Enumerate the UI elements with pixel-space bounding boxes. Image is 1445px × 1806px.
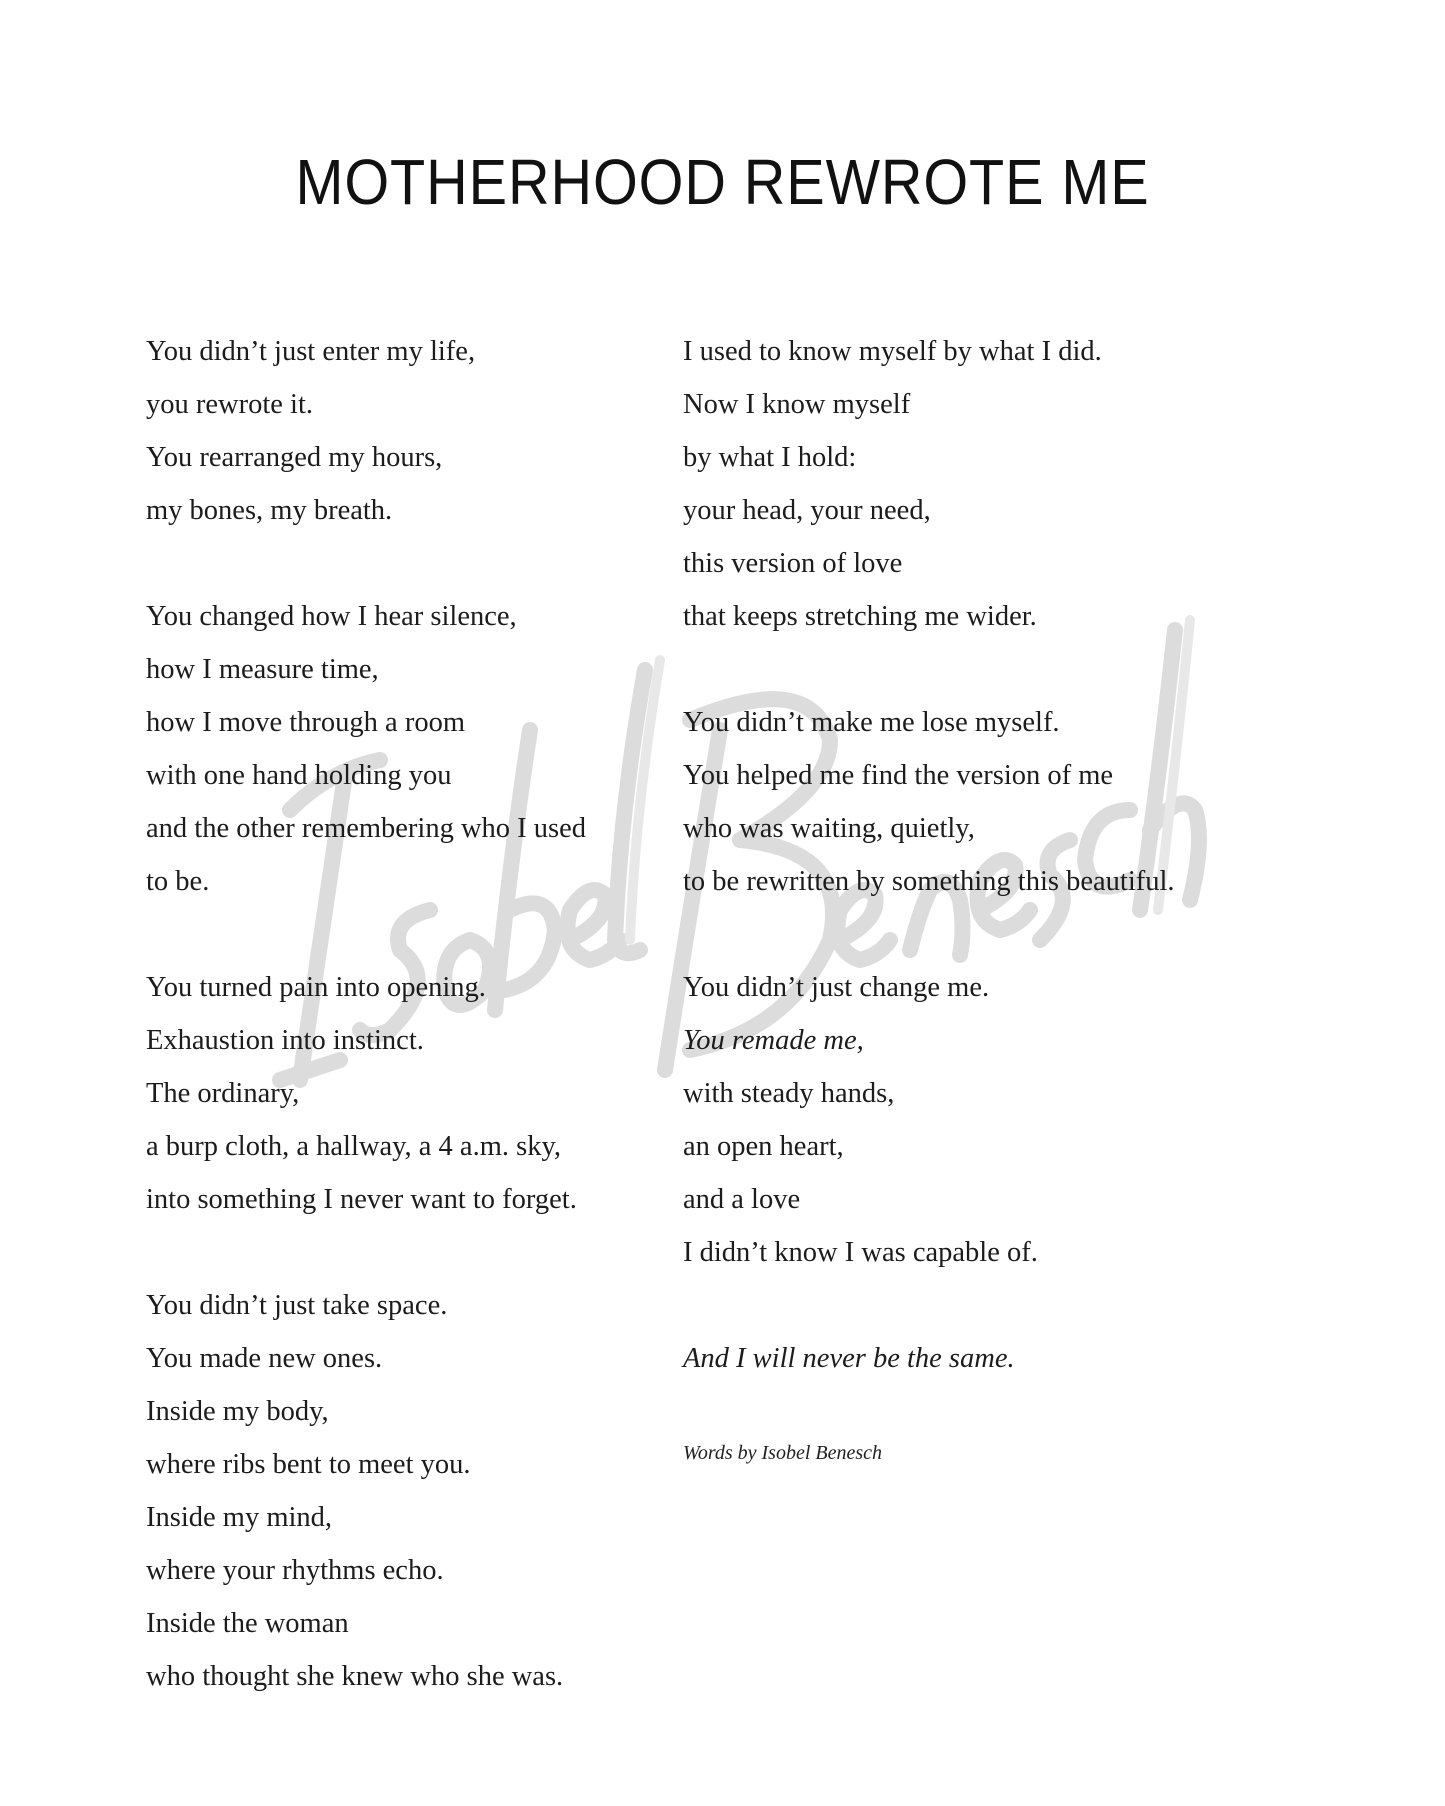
poem-line: by what I hold: [683,442,857,473]
stanza [146,590,666,908]
poem-line: I didn’t know I was capable of. [683,1237,1038,1268]
poem-left-column [146,325,666,1756]
poem-line: Inside my mind, [146,1502,333,1533]
page-title: MOTHERHOOD REWROTE ME [295,146,1150,218]
poem-line: how I measure time, [146,654,379,685]
closing-line: And I will never be the same. [683,1343,1015,1374]
stanza [146,325,666,537]
poem-line-italic: You remade me, [683,1025,864,1056]
poem-line: to be rewritten by something this beautiful. [683,866,1175,897]
poem-line: You helped me find the version of me [683,760,1114,791]
poem-line: your head, your need, [683,495,931,526]
poem-line: Inside the woman [146,1608,349,1639]
poem-line: I used to know myself by what I did. [683,336,1102,367]
poem-line: You didn’t just enter my life, [146,336,476,367]
poem-line: You didn’t make me lose myself. [683,707,1060,738]
poem-line: with steady hands, [683,1078,895,1109]
poem-line: my bones, my breath. [146,495,393,526]
poem-line: this version of love [683,548,903,579]
poem-line: a burp cloth, a hallway, a 4 a.m. sky, [146,1131,561,1162]
poem-line: You changed how I hear silence, [146,601,517,632]
poem-line: Exhaustion into instinct. [146,1025,424,1056]
poem-line: You didn’t just change me. [683,972,990,1003]
poem-line: with one hand holding you [146,760,452,791]
poem-line: you rewrote it. [146,389,313,420]
stanza [683,325,1303,643]
stanza [146,961,666,1226]
poem-line: into something I never want to forget. [146,1184,577,1215]
poem-line: You turned pain into opening. [146,972,486,1003]
poem-line: where ribs bent to meet you. [146,1449,471,1480]
poem-line: that keeps stretching me wider. [683,601,1037,632]
poem-right-column [683,325,1303,1468]
poem-line: You didn’t just take space. [146,1290,448,1321]
poem-line: You rearranged my hours, [146,442,443,473]
stanza [683,1332,1303,1385]
poem-line: who thought she knew who she was. [146,1661,564,1692]
stanza [683,696,1303,908]
poem-line: The ordinary, [146,1078,300,1109]
author-credit: Words by Isobel Benesch [683,1442,883,1464]
poem-line: You made new ones. [146,1343,383,1374]
poem-line: how I move through a room [146,707,465,738]
poem-line: to be. [146,866,210,897]
stanza [146,1279,666,1703]
stanza [683,961,1303,1279]
poem-line: and a love [683,1184,801,1215]
poem-line: who was waiting, quietly, [683,813,975,844]
poem-line: and the other remembering who I used [146,813,587,844]
poem-line: Inside my body, [146,1396,329,1427]
poem-line: an open heart, [683,1131,844,1162]
poem-line: Now I know myself [683,389,911,420]
poem-line: where your rhythms echo. [146,1555,444,1586]
